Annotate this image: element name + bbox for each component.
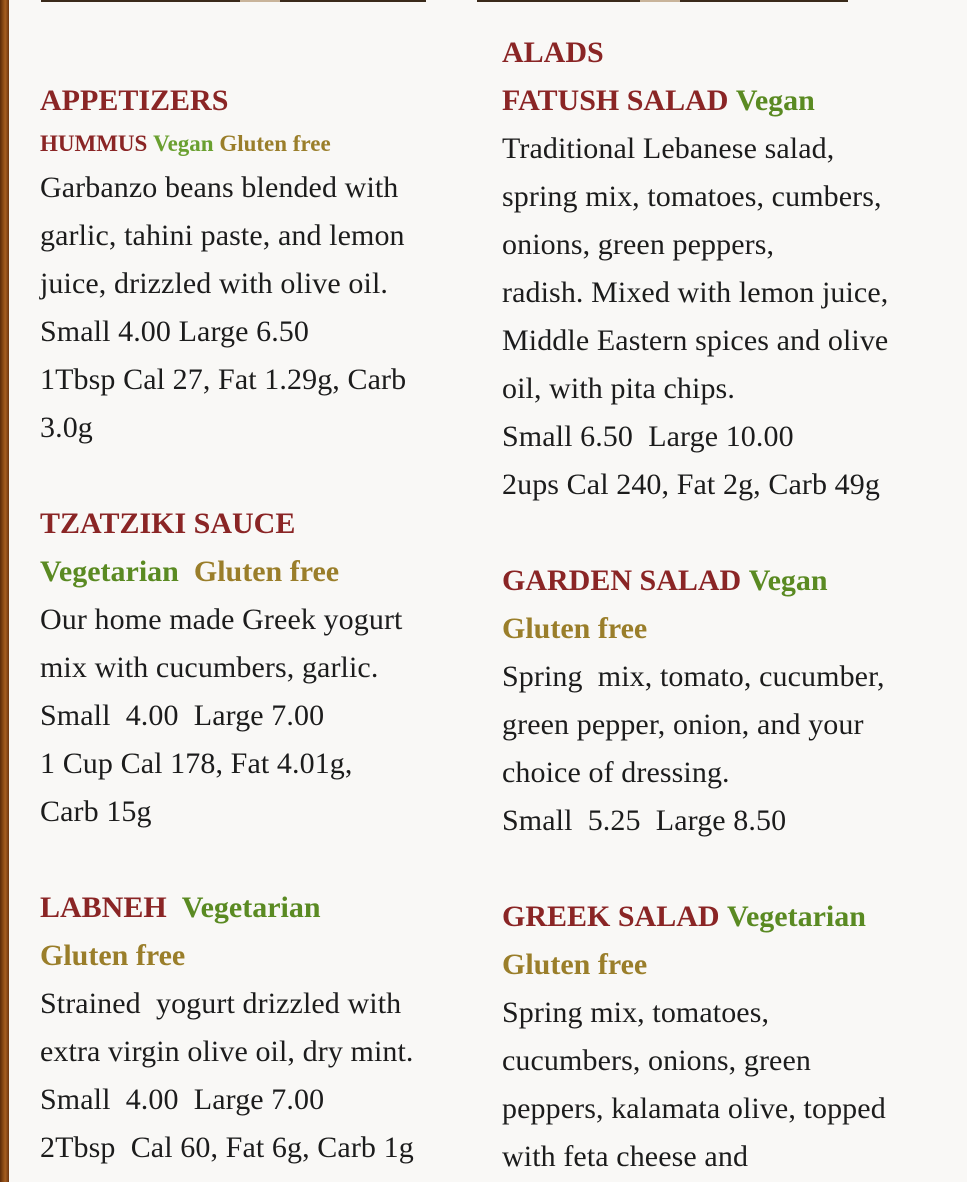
wood-frame-edge: [0, 0, 9, 1182]
garden-name: GARDEN SALAD: [502, 564, 742, 597]
tzatziki-price: Small 4.00 Large 7.00: [40, 699, 325, 732]
hummus-description-line: Garbanzo beans blended with: [40, 171, 399, 204]
tzatziki-nutrition-line: 1 Cup Cal 178, Fat 4.01g,: [40, 747, 353, 780]
greek-gluten-free-tag: Gluten free: [502, 948, 648, 981]
garden-description-line: Spring mix, tomato, cucumber,: [502, 660, 885, 693]
tzatziki-vegetarian-tag: Vegetarian: [40, 555, 179, 588]
greek-description-line: cucumbers, onions, green: [502, 1044, 811, 1077]
tzatziki-tags-row: [40, 548, 339, 596]
fatush-vegan-tag: Vegan: [735, 84, 815, 117]
tzatziki-description-line: Our home made Greek yogurt: [40, 603, 403, 636]
fatush-price: Small 6.50 Large 10.00: [502, 420, 794, 453]
labneh-description-line: extra virgin olive oil, dry mint.: [40, 1035, 414, 1068]
fatush-name: FATUSH SALAD: [502, 84, 729, 117]
greek-name: GREEK SALAD: [502, 900, 720, 933]
fatush-title-row: [502, 77, 815, 125]
greek-description-line: with feta cheese and: [502, 1140, 749, 1173]
garden-description-line: green pepper, onion, and your: [502, 708, 864, 741]
garden-gluten-free-tag: Gluten free: [502, 612, 648, 645]
greek-vegetarian-tag: Vegetarian: [727, 900, 866, 933]
labneh-vegetarian-tag: Vegetarian: [181, 891, 321, 924]
garden-price: Small 5.25 Large 8.50: [502, 804, 787, 837]
greek-description-line: peppers, kalamata olive, topped: [502, 1092, 886, 1125]
fatush-description-line: spring mix, tomatoes, cumbers,: [502, 180, 882, 213]
garden-description-line: choice of dressing.: [502, 756, 730, 789]
labneh-description-line: Strained yogurt drizzled with: [40, 987, 402, 1020]
garden-vegan-tag: Vegan: [748, 564, 828, 597]
fatush-description-line: Traditional Lebanese salad,: [502, 132, 835, 165]
labneh-title-row: [40, 884, 321, 932]
garden-title-row: [502, 557, 828, 605]
greek-title-row: [502, 893, 866, 941]
hummus-title-row: [40, 120, 331, 168]
hummus-gluten-free-tag: Gluten free: [219, 131, 331, 156]
hummus-vegan-tag: Vegan: [153, 131, 214, 156]
labneh-gluten-free-tag: Gluten free: [40, 939, 186, 972]
labneh-price: Small 4.00 Large 7.00: [40, 1083, 325, 1116]
fatush-description-line: Middle Eastern spices and olive: [502, 324, 889, 357]
hummus-name: HUMMUS: [40, 131, 148, 156]
hummus-nutrition-line: 3.0g: [40, 411, 93, 444]
fatush-nutrition-line: 2ups Cal 240, Fat 2g, Carb 49g: [502, 468, 880, 501]
tzatziki-description-line: mix with cucumbers, garlic.: [40, 651, 379, 684]
fatush-description-line: onions, green peppers,: [502, 228, 775, 261]
hummus-nutrition-line: 1Tbsp Cal 27, Fat 1.29g, Carb: [40, 363, 407, 396]
salads-heading-partial: ALADS: [502, 36, 604, 69]
hummus-price: Small 4.00 Large 6.50: [40, 315, 310, 348]
top-divider-left: [41, 0, 426, 2]
greek-description-line: Spring mix, tomatoes,: [502, 996, 770, 1029]
tzatziki-gluten-free-tag: Gluten free: [193, 555, 340, 588]
tzatziki-name: TZATZIKI SAUCE: [40, 507, 296, 540]
tzatziki-nutrition-line: Carb 15g: [40, 795, 152, 828]
top-divider-mark-left: [240, 0, 280, 2]
fatush-description-line: oil, with pita chips.: [502, 372, 735, 405]
appetizers-heading: APPETIZERS: [40, 84, 229, 117]
labneh-nutrition-line: 2Tbsp Cal 60, Fat 6g, Carb 1g: [40, 1131, 414, 1164]
top-divider-mark-right: [640, 0, 680, 2]
labneh-name: LABNEH: [40, 891, 167, 924]
fatush-description-line: radish. Mixed with lemon juice,: [502, 276, 889, 309]
hummus-description-line: garlic, tahini paste, and lemon: [40, 219, 405, 252]
hummus-description-line: juice, drizzled with olive oil.: [40, 267, 388, 300]
